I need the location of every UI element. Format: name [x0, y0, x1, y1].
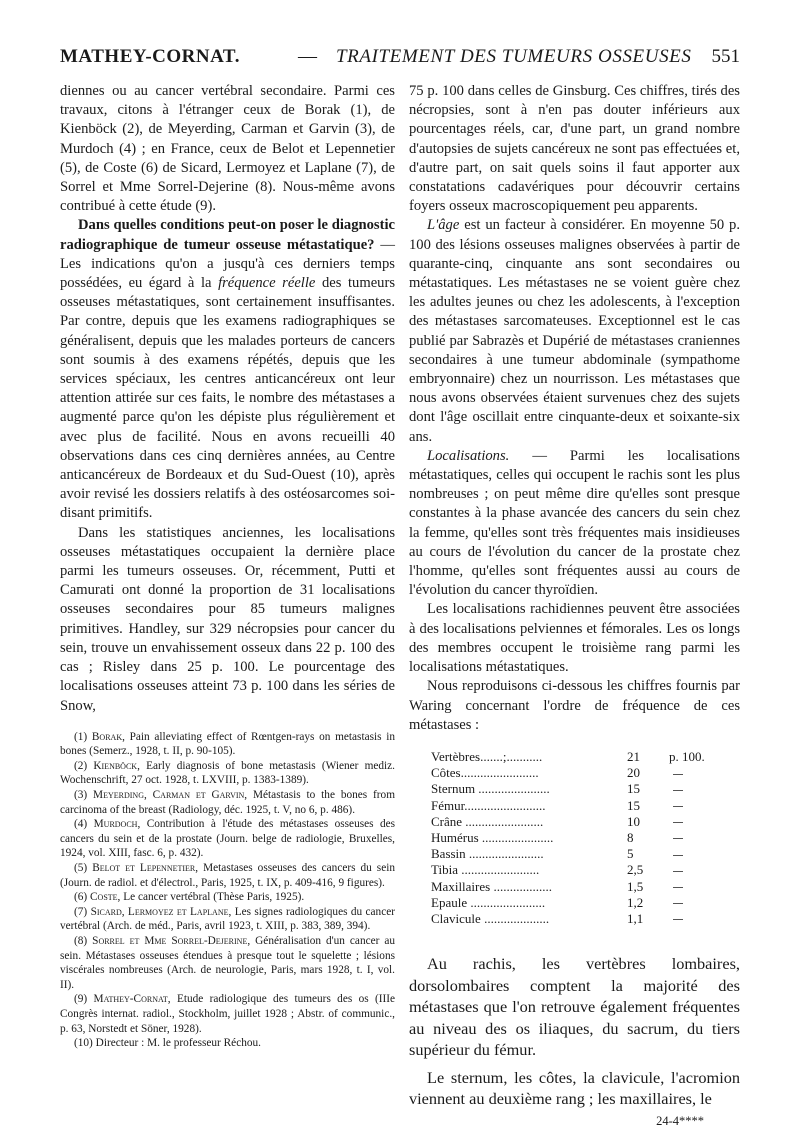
bone-site: Vertèbres.......;...........	[431, 748, 543, 764]
ditto-mark	[673, 919, 683, 920]
age-lead: L'âge	[427, 217, 460, 234]
header-separator: —	[298, 46, 317, 67]
table-row	[431, 911, 729, 927]
bone-site: Fémur.........................	[431, 797, 546, 813]
frequency-value: 1,1	[627, 910, 644, 926]
footnote-text: Etude radiologique des tumeurs des os (IIIe Congrès internat. radiol., Stockholm, juillet 1928 ; Abstr. of communic., p. 63, Norstedt et Söner, 1928).	[60, 993, 396, 1035]
left-paragraph-2-text2: des tumeurs osseuses métastatiques, sont certainement insuffisantes. Par contre, depuis que les examens radiographiques se généralisent, depuis que les malades porteurs de cancers sont soumis à des examens répétés, depuis que les services spéciaux, les centres anticancéreux ont leur attention attirée sur ces faits, le nombre des métastases a augmenté parce qu'on les dépiste plus régulièrement et avec plus de facilité. Nous en avons recueilli 40 observations dans ces cinq dernières années, au Centre anticancéreux de Bordeaux et du Sud-Ouest (10), après avoir revisé les dossiers relatifs à des ostéosarcomes soi-disant primitifs.	[60, 275, 396, 522]
ditto-mark	[673, 838, 683, 839]
ditto-mark	[673, 822, 683, 823]
header-title: TRAITEMENT DES TUMEURS OSSEUSES	[336, 46, 692, 67]
ditto-dash	[669, 781, 729, 797]
diagnostic-question: Dans quelles conditions peut-on poser le diagnostic radiographique de tumeur osseuse métastatique?	[60, 217, 395, 253]
signature-mark: 24-4****	[656, 1113, 704, 1128]
left-paragraph-3: Dans les statistiques anciennes, les localisations osseuses métastatiques occupaient la dernière place parmi les tumeurs osseuses. Or, récemment, Putti et Camurati ont donné la proportion de 31 localisations osseuses secondaires pour 85 tumeurs malignes primitives. Handley, sur 329 nécropsies pour cancer du sein, trouve un envahissement osseux dans 22 p. 100 des cas ; Risley dans 25 p. 100. Le pourcentage des localisations osseuses atteint 73 p. 100 dans les séries de Snow,	[60, 524, 395, 714]
footnote-author: Coste,	[90, 891, 121, 904]
footnote-number: (6)	[74, 891, 88, 904]
ditto-dash	[669, 911, 729, 927]
frequency-value: 1,5	[627, 878, 644, 894]
bone-site: Bassin .......................	[431, 846, 544, 862]
left-column	[60, 82, 395, 1051]
footnote-text: Contribution à l'étude des métastases osseuses des cancers du sein et de la prostate (Journ. belge de radiologie, Bruxelles, 1924, vol. XIII, fasc. 6, p. 432).	[60, 818, 396, 860]
table-row	[431, 830, 729, 846]
footnote-author: Belot et Lepennetier,	[92, 862, 199, 875]
right-paragraph-3	[409, 447, 740, 601]
frequency-value: 1,2	[627, 894, 644, 910]
ditto-dash	[669, 830, 729, 846]
ditto-dash	[669, 879, 729, 895]
left-paragraph-1: diennes ou au cancer vertébral secondaire. Parmi ces travaux, citons à l'étranger ceux de Borak (1), de Kienböck (2), de Meyerding, Carman et Garvin (3), de Murdoch (4) ; en France, ceux de Belot et Lepennetier (5), de Coste (6) de Sicard, Lermoyez et Laplane (7), de Sorrel et Mme Sorrel-Dejerine (8). Nous-même avons contribué à cette étude (9).	[60, 83, 395, 215]
footnote-number: (7)	[74, 905, 88, 918]
frequency-value: 21	[627, 748, 640, 764]
ditto-mark	[673, 774, 683, 775]
footnote-number: (5)	[74, 862, 88, 875]
footnote-author: Mathey-Cornat,	[93, 993, 171, 1006]
table-row	[431, 749, 729, 765]
right-paragraph-3-text: — Parmi les localisations métastatiques, celles qui occupent le rachis sont les plus nombreuses ; on peut même dire qu'elles sont presque constantes à la phase avancée des cancers du sein chez la femme, qu'elles sont très fréquentes mais insidieuses au cours de l'évolution du cancer de la prostate chez l'homme, qu'elles sont fréquentes aussi au cours de l'évolution du cancer thyroïdien.	[409, 447, 740, 599]
table-row	[431, 814, 729, 830]
bone-site: Clavicule ....................	[431, 910, 550, 926]
frequency-value: 20	[627, 765, 640, 781]
footnote-author: Murdoch,	[93, 818, 141, 831]
footnote-text: Les signes radiologiques du cancer vertébral (Arch. de méd., Paris, avril 1923, t. XIII, p. 383, 389, 394).	[60, 905, 395, 933]
footnote-text: Metastases osseuses des cancers du sein (Journ. de radiol. et d'électrol., Paris, 1925, t. IX, p. 409-416, 9 figures).	[60, 862, 396, 889]
table-row	[431, 765, 729, 781]
footnote-text: Pain alleviating effect of Rœntgen-rays on metastasis in bones (Semerz., 1928, t. II, p. 90-105).	[60, 730, 396, 758]
footnote-number: (9)	[74, 993, 88, 1006]
footnote-number: (3)	[74, 789, 88, 802]
ditto-dash	[669, 895, 729, 911]
footnote	[60, 890, 395, 905]
unit-label: p. 100.	[669, 748, 705, 764]
left-paragraph-2-italic: fréquence réelle	[218, 275, 316, 292]
footnote-number: (1)	[74, 730, 88, 743]
ditto-dash	[669, 846, 729, 862]
frequency-value: 10	[627, 813, 640, 829]
right-paragraph-4: Les localisations rachidiennes peuvent être associées à des localisations pelviennes et fémorales. Les os longs des membres occupent le troisième rang parmi les localisations métastatiques.	[409, 601, 740, 676]
bone-site: Tibia ........................	[431, 862, 540, 878]
right-column	[409, 82, 740, 1131]
footnote-author: Borak,	[91, 730, 125, 743]
footnote	[60, 992, 395, 1036]
ditto-mark	[673, 806, 683, 807]
bone-site: Maxillaires ..................	[431, 878, 552, 894]
right-paragraph-2	[409, 216, 740, 446]
ditto-mark	[673, 903, 683, 904]
table-row	[431, 895, 729, 911]
footnote-author: Meyerding, Carman et Garvin,	[93, 789, 248, 802]
frequency-value: 8	[627, 829, 634, 845]
header-authors: MATHEY-CORNAT.	[60, 46, 240, 67]
footnote	[60, 788, 395, 817]
footnotes	[60, 730, 395, 1051]
frequency-value: 15	[627, 781, 640, 797]
bone-site: Sternum ......................	[431, 781, 550, 797]
frequency-value: 5	[627, 846, 634, 862]
table-row	[431, 862, 729, 878]
footnote-text: Directeur : M. le professeur Réchou.	[95, 1037, 261, 1050]
ditto-mark	[673, 855, 683, 856]
footnote-number: (10)	[74, 1037, 93, 1050]
page-number: 551	[711, 46, 740, 67]
bone-site: Epaule .......................	[431, 894, 546, 910]
footnote	[60, 934, 395, 992]
ditto-mark	[673, 790, 683, 791]
right-paragraph-2-text: est un facteur à considérer. En moyenne 50 p. 100 des lésions osseuses malignes observées à partir de quarante-cinq, cinquante ans sont secondaires ou métastatiques. Les métastases ne se voient guère chez les adultes jeunes ou chez les adolescents, à l'exception des métastases sarcomateuses. Exceptionnel est le cas publié par Sabrazès et Dupérié de métastases craniennes secondaires à une tumeur abdominale (sympathome embryonnaire) chez un nourrisson. Les métastases que nous avons observées étaient survenues chez des sujets dont l'âge oscillait entre cinquante-deux et soixante-six ans.	[409, 217, 740, 445]
metastasis-frequency-table	[431, 749, 729, 927]
bone-site: Humérus ......................	[431, 829, 554, 845]
ditto-mark	[673, 887, 683, 888]
ditto-dash	[669, 798, 729, 814]
footnote-text: Early diagnosis of bone metastasis (Wiener mediz. Wochenschrift, 27 oct. 1928, t. LXVIII, p. 1383-1389).	[60, 759, 395, 787]
footnote-author: Sicard, Lermoyez et Laplane,	[90, 905, 232, 918]
footnote-number: (2)	[74, 759, 88, 772]
footnote-text: Généralisation d'un cancer au sein. Métastases osseuses étendues à presque tout le squelette ; lésions viscérales nombreuses (Arch. de neurologie, Paris, mars 1928, t. I, vol. II).	[60, 935, 396, 991]
ditto-dash	[669, 765, 729, 781]
running-header	[60, 46, 740, 72]
footnote-author: Sorrel et Mme Sorrel-Dejerine,	[92, 935, 251, 948]
table-row	[431, 798, 729, 814]
right-paragraph-5: Nous reproduisons ci-dessous les chiffres fournis par Waring concernant l'ordre de fréquence de ces métastases :	[409, 678, 740, 733]
localisations-lead: Localisations.	[427, 447, 510, 464]
frequency-value: 2,5	[627, 862, 644, 878]
bone-site: Crâne ........................	[431, 813, 544, 829]
ditto-dash	[669, 814, 729, 830]
left-paragraph-2-text: — Les indications qu'on a jusqu'à ces derniers temps possédées, eu égard à la	[60, 236, 395, 292]
frequency-value: 15	[627, 797, 640, 813]
right-paragraph-7: Le sternum, les côtes, la clavicule, l'acromion viennent au deuxième rang ; les maxillaires, le	[409, 1067, 740, 1109]
footnote	[60, 905, 395, 934]
right-paragraph-1: 75 p. 100 dans celles de Ginsburg. Ces chiffres, tirés des nécropsies, sont à n'en pas douter inférieurs aux pourcentages réels, car, d'une part, un grand nombre d'autopsies de sujets cancéreux ne sont pas effectuées et, d'autre part, on sait quels soins il faut apporter aux constatations cadavériques pour découvrir certains foyers osseux macroscopiquement peu apparents.	[409, 83, 740, 215]
footnote-text: Métastasis to the bones from carcinoma of the breast (Radiology, déc. 1925, t. V, no 6, p. 486).	[60, 789, 395, 816]
footnote-author: Kienböck,	[93, 759, 140, 772]
footnote-number: (8)	[74, 935, 88, 948]
footnote-text: Le cancer vertébral (Thèse Paris, 1925).	[123, 891, 305, 904]
table-row	[431, 879, 729, 895]
ditto-mark	[673, 871, 683, 872]
footnote-number: (4)	[74, 818, 88, 831]
table-row	[431, 781, 729, 797]
footnote	[60, 1036, 395, 1051]
right-paragraph-6: Au rachis, les vertèbres lombaires, dorsolombaires comptent la majorité des métastases que l'on retrouve également fréquentes au niveau des os iliaques, du sacrum, du tiers supérieur du fémur.	[409, 954, 740, 1060]
footnote	[60, 730, 395, 759]
footnote	[60, 861, 395, 890]
footnote	[60, 759, 395, 788]
footnote	[60, 817, 395, 861]
table-row	[431, 846, 729, 862]
ditto-dash	[669, 862, 729, 878]
left-paragraph-2	[60, 216, 395, 523]
bone-site: Côtes........................	[431, 765, 539, 781]
